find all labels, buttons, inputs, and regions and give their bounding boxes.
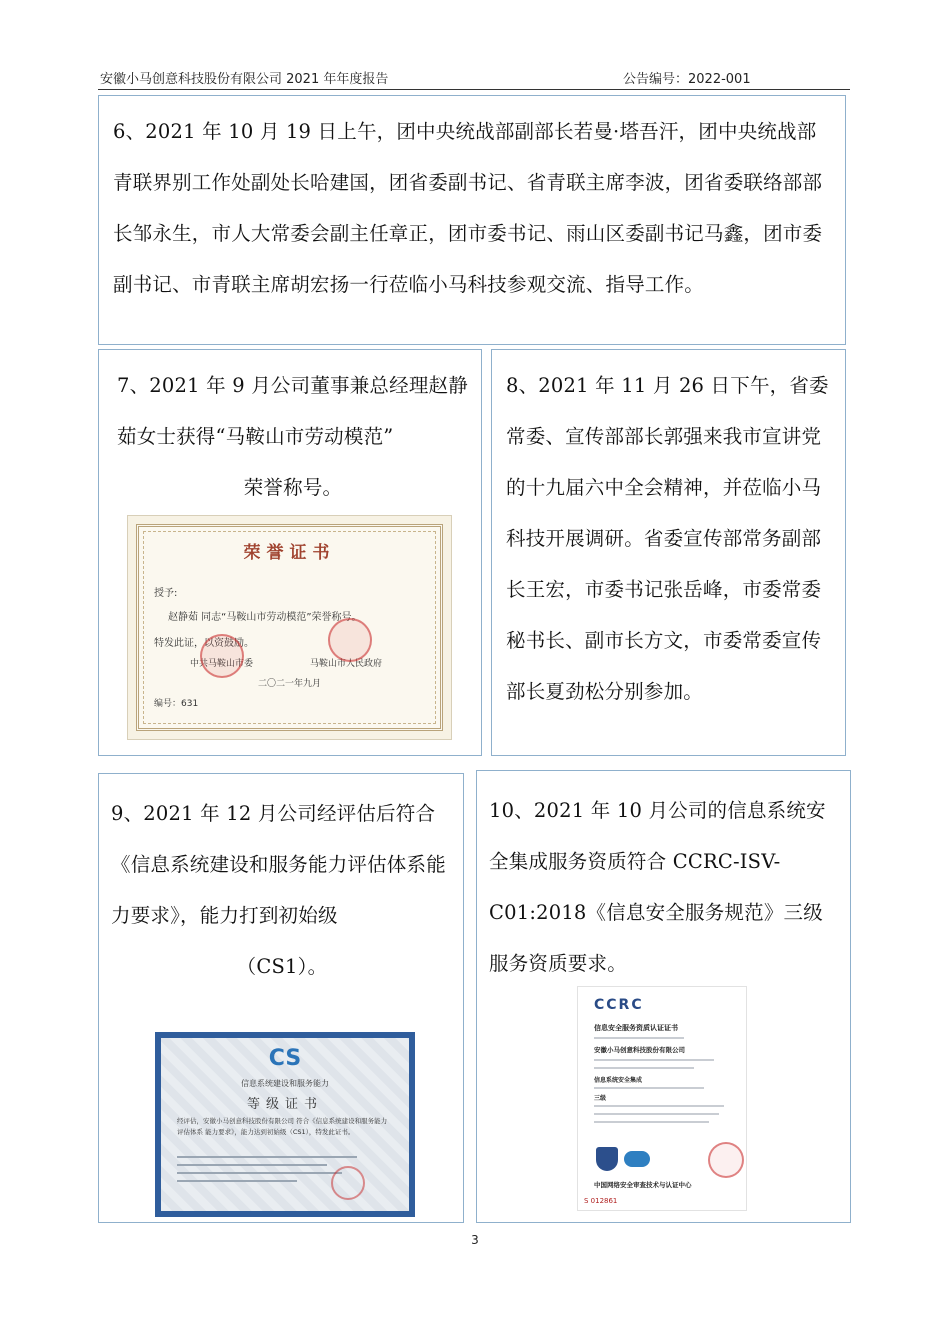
cs-certificate-subtitle: 信息系统建设和服务能力 <box>241 1079 329 1088</box>
cs-certificate-inner <box>161 1038 409 1211</box>
item-9-text-end: （CS1）。 <box>236 955 328 978</box>
red-seal-icon <box>328 618 372 662</box>
certificate-number: 编号：631 <box>154 699 199 709</box>
honor-certificate-image <box>127 515 452 740</box>
ccrc-company: 安徽小马创意科技股份有限公司 <box>594 1046 685 1054</box>
ccrc-detail-line <box>594 1105 724 1107</box>
red-seal-icon <box>708 1142 744 1178</box>
cs-certificate-detail-line <box>177 1180 297 1182</box>
ccrc-certificate-image <box>577 986 747 1211</box>
item-9-box <box>98 773 464 1223</box>
certificate-date: 二〇二一年九月 <box>258 679 322 689</box>
cs-logo: CS <box>268 1046 302 1071</box>
ccrc-detail-line <box>594 1121 709 1123</box>
certificate-body: 赵静茹 同志“马鞍山市劳动模范”荣誉称号。 <box>168 612 362 623</box>
page-header <box>98 66 850 90</box>
ccrc-detail-line <box>594 1113 719 1115</box>
certificate-issuer-left: 中共马鞍山市委 <box>190 659 254 669</box>
ccrc-detail-line <box>594 1059 714 1061</box>
shield-icon <box>596 1147 618 1171</box>
certificate-grant: 授予: <box>154 588 178 599</box>
red-seal-icon <box>200 634 244 678</box>
item-8-box <box>491 349 846 756</box>
header-report-title: 安徽小马创意科技股份有限公司 2021 年年度报告 <box>100 72 389 87</box>
certificate-note: 特发此证，以资鼓励。 <box>154 638 254 649</box>
page-number: 3 <box>471 1233 479 1247</box>
item-7-text-end: 荣誉称号。 <box>243 476 343 499</box>
ccrc-serial: S 012861 <box>584 1197 618 1205</box>
item-9-text: 9、2021 年 12 月公司经评估后符合《信息系统建设和服务能力评估体系能力要求》，能力打到初始级 <box>111 802 446 927</box>
item-7-box <box>98 349 482 756</box>
ccrc-logo: CCRC <box>594 997 644 1013</box>
cs-certificate-detail-line <box>177 1156 357 1158</box>
item-6-box <box>98 95 846 345</box>
item-6-text: 6、2021 年 10 月 19 日上午，团中央统战部副部长若曼·塔吾汗，团中央统战部青联界别工作处副处长哈建国，团省委副书记、省青联主席李波，团省委联络部部长邹永生，市人大常委会副主任章正，团市委书记、雨山区委副书记马鑫，团市委副书记、市青联主席胡宏扬一行莅临小马科技参观交流、指导工作。 <box>113 120 823 296</box>
cs-certificate-image <box>155 1032 415 1217</box>
ccrc-level: 三级 <box>594 1095 607 1102</box>
ccrc-issuer: 中国网络安全审查技术与认证中心 <box>594 1181 692 1189</box>
item-10-text: 10、2021 年 10 月公司的信息系统安全集成服务资质符合 CCRC-ISV-C01:2018《信息安全服务规范》三级服务资质要求。 <box>489 799 826 975</box>
cnas-mark-icon <box>624 1151 650 1167</box>
item-8-text: 8、2021 年 11 月 26 日下午，省委常委、宣传部部长郭强来我市宣讲党的十九届六中全会精神，并莅临小马科技开展调研。省委宣传部常务副部长王宏，市委书记张岳峰，市委常委秘书长、副市长方文，市委常委宣传部长夏劲松分别参加。 <box>506 374 829 703</box>
cs-certificate-detail-line <box>177 1172 342 1174</box>
certificate-title: 荣誉证书 <box>243 543 336 563</box>
item-7-text: 7、2021 年 9 月公司董事兼总经理赵静茹女士获得“马鞍山市劳动模范” <box>117 374 468 448</box>
ccrc-detail-line <box>594 1087 704 1089</box>
cs-certificate-detail-line <box>177 1164 327 1166</box>
cs-certificate-body: 经评估，安徽小马创意科技股份有限公司 符合《信息系统建设和服务能力评估体系 能力要求》，能力达到初始级（CS1），特发此证书。 <box>177 1117 388 1136</box>
certificate-issuer-right: 马鞍山市人民政府 <box>310 659 383 669</box>
ccrc-service: 信息系统安全集成 <box>594 1077 643 1084</box>
ccrc-detail-line <box>594 1037 684 1039</box>
red-seal-icon <box>331 1166 365 1200</box>
item-10-box <box>476 770 851 1223</box>
header-rule <box>98 89 850 90</box>
cs-certificate-title: 等级证书 <box>246 1097 323 1112</box>
ccrc-detail-line <box>594 1067 694 1069</box>
ccrc-certificate-title: 信息安全服务资质认证证书 <box>594 1024 678 1032</box>
header-announcement-number: 公告编号：2022-001 <box>623 72 751 87</box>
